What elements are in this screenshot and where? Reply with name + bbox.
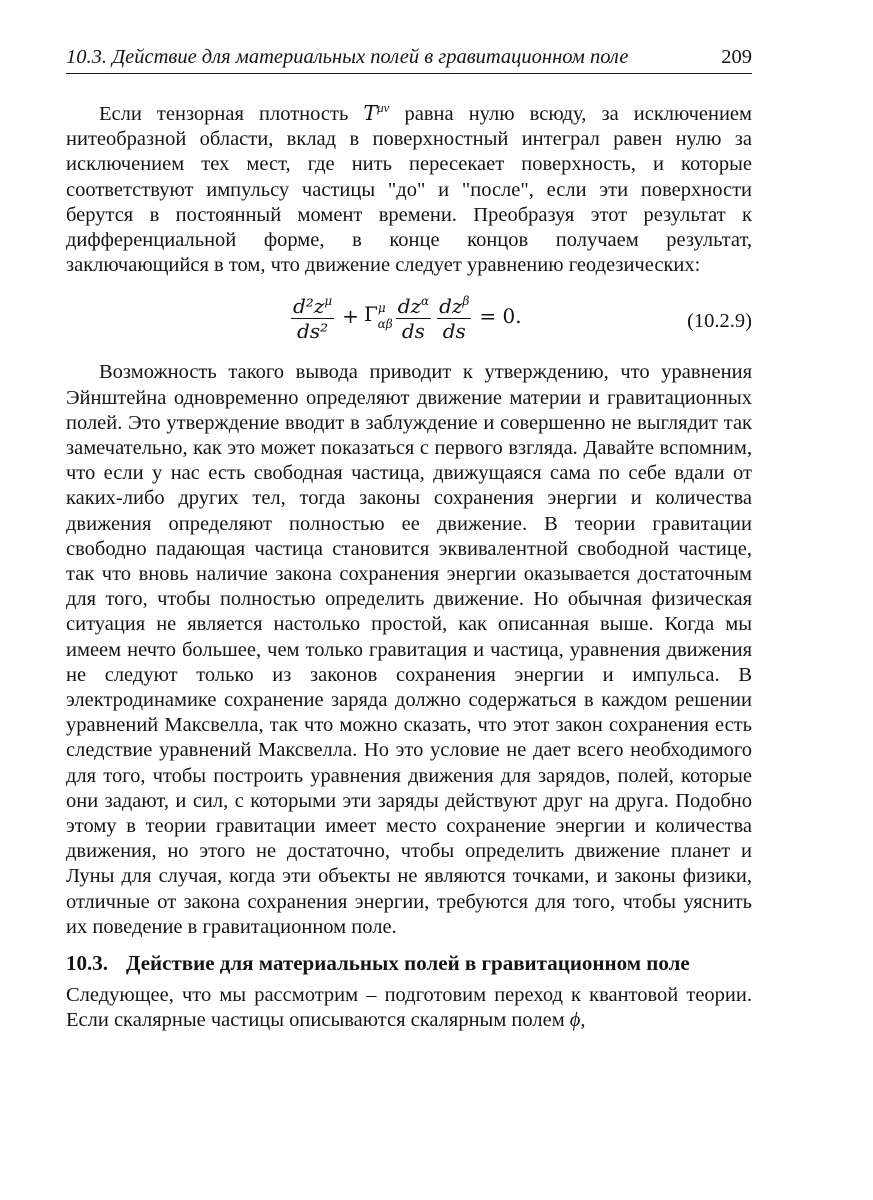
section-title: Действие для материальных полей в гравитационном поле: [126, 951, 690, 976]
equation-body: [288, 289, 527, 343]
gamma-superscript: μ: [377, 300, 386, 315]
page-number: 209: [721, 46, 752, 68]
plus-sign: +: [342, 303, 359, 328]
section-heading: [66, 950, 752, 977]
tensor-superscript: μν: [377, 100, 390, 115]
fraction-dz-alpha: [396, 289, 431, 343]
paragraph-1: [66, 95, 752, 278]
fraction-second-derivative: [291, 289, 334, 343]
equals-zero: = 0.: [479, 303, 522, 328]
frac1-numerator-sup: μ: [324, 294, 333, 309]
gamma-subscript: αβ: [377, 316, 393, 331]
gamma-letter: Γ: [363, 301, 378, 326]
frac2-numerator-sup: α: [421, 294, 430, 309]
section-number: 10.3.: [66, 951, 108, 976]
frac2-denominator: ds: [401, 319, 425, 344]
paragraph-1-text-after: равна нулю всюду, за исключением нитеобразной области, вклад в поверхностный интеграл равен нулю за исключением тех мест, где нить пересекает поверхность, и которые соответствуют импульсу частицы "до" и "после", если эти поверхности берутся в постоянный момент времени. Преобразуя этот результат к дифференциальной форме, в конце концов получаем результат, заключающийся в том, что движение следует уравнению геодезических:: [66, 103, 752, 277]
frac2-numerator: dz: [397, 294, 422, 319]
christoffel-symbol: [364, 296, 393, 337]
equation-number: (10.2.9): [687, 310, 752, 333]
frac1-numerator: d²z: [293, 294, 325, 319]
page-body: [66, 95, 752, 1034]
paragraph-3-text: Следующее, что мы рассмотрим – подготовим переход к квантовой теории. Если скалярные частицы описываются скалярным полем: [66, 984, 752, 1032]
frac1-denominator: ds²: [297, 319, 329, 344]
running-header: [66, 46, 752, 74]
fraction-dz-beta: [437, 289, 471, 343]
geodesic-equation: [66, 283, 752, 357]
frac3-numerator-sup: β: [462, 294, 470, 309]
frac3-denominator: ds: [442, 319, 466, 344]
frac3-numerator: dz: [439, 294, 463, 319]
paragraph-2: Возможность такого вывода приводит к утверждению, что уравнения Эйнштейна одновременно определяют движение материи и гравитационных полей. Это утверждение вводит в заблуждение и совершенно не выглядит так замечательно, как это может показаться с первого взгляда. Давайте вспомним, что если у нас есть свободная частица, движущаяся сама по себе вдали от каких-либо других тел, тогда законы сохранения энергии и количества движения определяют полностью ее движение. В теории гравитации свободно падающая частица становится эквивалентной свободной частице, так что вновь наличие закона сохранения энергии оказывается достаточным для того, чтобы полностью определить движение. Но обычная физическая ситуация не является настолько простой, как описанная выше. Когда мы имеем нечто большее, чем только гравитация и частица, уравнения движения не следуют только из законов сохранения энергии и импульса. В электродинамике сохранение заряда должно содержаться в каждом решении уравнений Максвелла, так что можно сказать, что этот закон сохранения есть следствие уравнений Максвелла. Но это условие не дает всего необходимого для того, чтобы построить уравнения движения для зарядов, полей, которые они задают, и сил, с которыми эти заряды действуют друг на друга. Подобно этому в теории гравитации имеет место сохранение энергии и количества движения, но этого не достаточно, чтобы определить движение планет и Луны для случая, когда эти объекты не являются точками, и законы физики, отличные от закона сохранения энергии, требуются для того, чтобы уяснить их поведение в гравитационном поле.: [66, 361, 752, 938]
paragraph-3: [66, 983, 752, 1033]
phi-symbol: ϕ,: [569, 1009, 586, 1032]
paragraph-1-text-before: Если тензорная плотность: [99, 103, 364, 125]
header-title: 10.3. Действие для материальных полей в гравитационном поле: [66, 46, 629, 68]
tensor-symbol: T: [363, 101, 378, 125]
